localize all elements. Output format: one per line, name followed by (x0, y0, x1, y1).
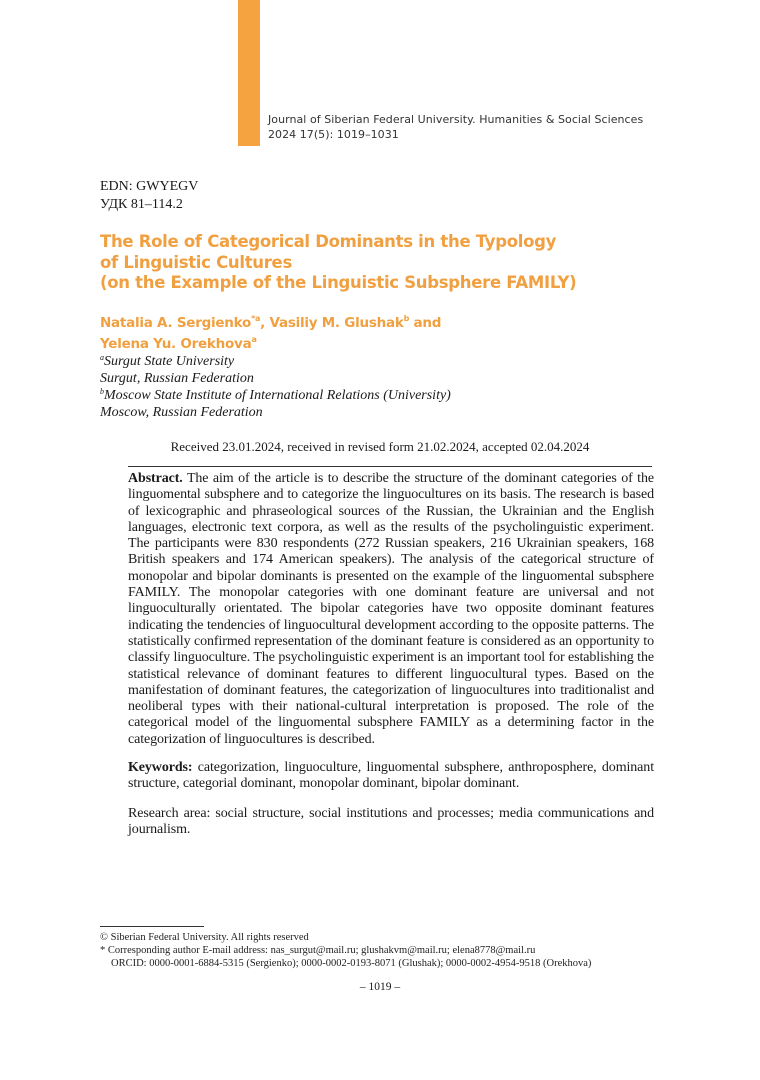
page-number: – 1019 – (359, 981, 401, 993)
affiliation-b: $^b$Moscow State Institute of International Relations (University) (100, 387, 451, 403)
affiliation-b-place: Moscow, Russian Federation (100, 405, 263, 420)
abstract (128, 471, 654, 748)
author-glushak: Vasiliy M. Glushak (269, 315, 404, 331)
author-glushak-affil: b (403, 314, 410, 323)
author-orekhova-affil: a (251, 335, 257, 344)
author-separator: , (260, 315, 270, 331)
abstract-divider (128, 466, 652, 467)
affiliation-a-place: Surgut, Russian Federation (100, 371, 254, 386)
footnotes (100, 931, 591, 970)
edn-code: EDN: GWYEGV (100, 179, 199, 194)
authors-line-1 (100, 313, 660, 334)
keywords-text: categorization, linguoculture, linguomental subsphere, anthroposphere, dominant structure, categorial dominant, monopolar dominant, bipolar dominant. (128, 760, 654, 792)
author-list (100, 313, 660, 355)
journal-header (268, 113, 643, 142)
journal-accent-bar (238, 0, 260, 146)
author-and: and (409, 315, 442, 331)
research-area: Research area: social structure, social institutions and processes; media communications and journalism. (128, 805, 654, 837)
received-dates: Received 23.01.2024, received in revised form 21.02.2024, accepted 02.04.2024 (170, 439, 590, 454)
author-sergienko: Natalia A. Sergienko (100, 315, 252, 331)
title-line-3: (on the Example of the Linguistic Subsphere FAMILY) (100, 273, 577, 292)
title-line-1: The Role of Categorical Dominants in the Typology (100, 232, 557, 251)
title-line-2: of Linguistic Cultures (100, 252, 292, 272)
copyright-note: © Siberian Federal University. All rights reserved (100, 932, 309, 943)
journal-name: Journal of Siberian Federal University. Humanities & Social Sciences (268, 113, 644, 126)
article-title (100, 232, 660, 294)
affiliations (100, 353, 451, 421)
author-sergienko-affil: *a (251, 314, 261, 323)
corresponding-author-note: * Corresponding author E-mail address: nas_surgut@mail.ru; glushakvm@mail.ru; elena8778@mail.ru (100, 945, 536, 956)
abstract-label: Abstract. (128, 471, 183, 486)
orcid-note: ORCID: 0000-0001-6884-5315 (Sergienko); 0000-0002-0193-8071 (Glushak); 0000-0002-4954-9518 (Orekhova) (111, 958, 592, 969)
identifiers (100, 178, 198, 214)
abstract-text: The aim of the article is to describe the structure of the dominant categories of the linguomental subsphere and to categorize the linguocultures on its basis. The research is based of lexicographic and phraseological sources of the Russian, the Ukrainian and the English languages, electronic text corpora, as well as the results of the psycholinguistic experiment. The participants were 830 respondents (272 Russian speakers, 216 Ukrainian speakers, 168 British speakers and 174 American speakers). The analysis of the categorical structure of monopolar and bipolar dominants is presented on the example of the linguomental subsphere FAMILY. The monopolar categories with one dominant feature are universal and not linguoculturally orientated. The bipolar categories have two opposite dominant features indicating the tendencies of linguocultural development according to the opposite patterns. The statistically confirmed representation of the dominant feature is considered as an opportunity to classify linguoculture. The psycholinguistic experiment is an important tool for establishing the statistical relevance of dominant features to different linguocultural types. Based on the manifestation of dominant features, the categorization of linguocultures into traditionalist and neoliberal types with their national-cultural interpretation is proposed. The role of the categorical model of the linguomental subsphere FAMILY as a determining factor in the categorization of linguocultures is described. (128, 471, 654, 747)
author-orekhova: Yelena Yu. Orekhova (100, 336, 252, 352)
footnote-divider (100, 926, 204, 927)
journal-volume: 2024 17(5): 1019–1031 (268, 127, 399, 141)
authors-line-2 (100, 334, 660, 355)
keywords (128, 760, 654, 793)
affiliation-a: $^a$Surgut State University (100, 353, 235, 369)
udk-code: УДК 81–114.2 (100, 197, 183, 212)
keywords-label: Keywords: (128, 760, 193, 776)
abstract-section (128, 471, 654, 838)
